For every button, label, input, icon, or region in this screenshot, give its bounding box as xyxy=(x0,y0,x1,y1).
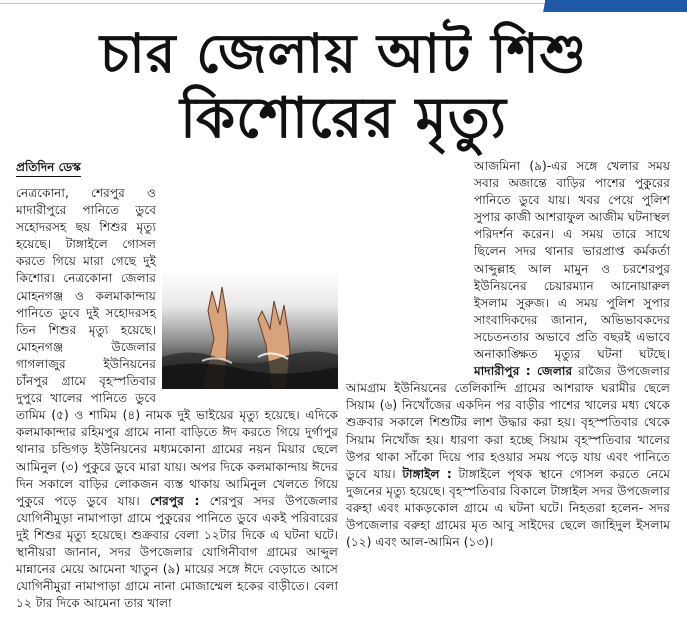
paragraph-text-tangail: টাঙ্গাইলে পৃথক স্থানে গোসল করতে নেমে দুজনের মৃত্যু হয়েছে। বৃহস্পতিবার বিকালে টাঙ্গাইল সদর উপজেলার বরুহা এবং মাকড়কোল গ্রামে এ ঘটনা ঘটে। নিহতরা হলেন- সদর উপজেলার বরুহা গ্রামের মৃত আবু সাইদের ছেলে জাহিদুল ইসলাম (১২) এবং আল-আমিন (১৩)। xyxy=(346,466,670,550)
article-paragraph xyxy=(16,185,338,612)
article-paragraph xyxy=(346,158,670,551)
section-label-madaripur: মাদারীপুর : জেলার xyxy=(474,364,573,379)
header-bar xyxy=(0,0,687,14)
brand-accent-band xyxy=(527,0,687,12)
headline-line-1: চার জেলায় আট শিশু xyxy=(99,22,588,85)
paragraph-text-madaripur: রাজৈর উপজেলার আমগ্রাম ইউনিয়নের তেলিকান্দি গ্রামের আশরাফ ঘরামীর ছেলে সিয়াম (৬) নিখোঁজের একদিন পর বাড়ীর পাশের খালের মধ্য থেকে শুক্রবার সকালে শিশুটির লাশ উদ্ধার করা হয়। বৃহস্পতিবার থেকে সিয়াম নিখোঁজ হয়। ধারণা করা হচ্ছে সিয়াম বৃহস্পতিবার খালের উপর থাকা সাঁকো দিয়ে পার হওয়ার সময় পড়ে যায় এবং পানিতে ডুবে যায়। xyxy=(346,364,671,481)
byline: প্রতিদিন ডেস্ক xyxy=(16,158,81,177)
drowning-hands-illustration xyxy=(162,271,338,389)
header-rule xyxy=(0,3,600,4)
article-right-column xyxy=(346,158,670,551)
section-label-sherpur: শেরপুর : xyxy=(150,493,200,508)
paragraph-text-sherpur: শেরপুর সদর উপজেলার যোগিনীমুড়া নামাপাড়া গ্রামে পুকুরের পানিতে ডুবে একই পরিবারের দুই শিশুর মৃত্যু হয়েছে। শুক্রবার বেলা ১২টার দিকে এ ঘটনা ঘটে। স্থানীয়রা জানান, সদর উপজেলার যোগিনীবাগ গ্রামের আব্দুল মান্নানের মেয়ে আমেনা খাতুন (৯) মায়ের সঙ্গে ঈদে বেড়াতে আসে যোগিনীমুরা নামাপাড়া গ্রামে নানা মোজাম্মেল হকের বাড়ীতে। বেলা ১২ টার দিকে আমেনা তার খালা xyxy=(16,493,338,611)
headline-line-2: কিশোরের মৃত্যু xyxy=(179,86,508,151)
paragraph-text-1: নেত্রকোনা, শেরপুর ও মাদারীপুরে পানিতে ডুবে সহোদরসহ ছয় শিশুর মৃত্যু হয়েছে। টাঙ্গাইলে গোসল করতে গিয়ে মারা গেছে দুই কিশোর। নেত্রকোনা জেলার মোহনগঞ্জ ও কলমাকান্দায় পানিতে ডুবে দুই সহোদরসহ তিন শিশুর মৃত্যু হয়েছে। মোহনগঞ্জ উজেলার গাগলাজুর ইউনিয়নের চাঁনপুর গ্রামে বৃহস্পতিবার দুপুরে খালের পানিতে ডুবে তামিম (৫) ও শামিম (৪) নামক দুই ভাইয়ের মৃত্যু হয়েছে। এদিকে কলমাকান্দার রহিমপুর গ্রামে নানা বাড়িতে ঈদ করতে গিয়ে দুর্গাপুর থানার চন্ডিগড় ইউনিয়নের মধ্যমকোনা গ্রামের নয়ন মিয়ার ছেলে আমিনুল (৩) পুকুরে ডুবে মারা যায়। অপর দিকে কলমাকান্দায় ঈদের দিন সকালে বাড়ির লোকজন ব্যস্ত থাকায় আমিনুল খেলতে গিয়ে পুকুরে পড়ে ডুবে যায়। xyxy=(16,186,338,508)
paragraph-text-right-1: আজমিনা (৯)-এর সঙ্গে খেলার সময় সবার অজান্তে বাড়ির পাশের পুকুরের পানিতে ডুবে যায়। খবর পেয়ে পুলিশ সুপার কাজী আশরাফুল আজীম ঘটনাস্থল পরিদর্শন করেন। এ সময় তারে সাথে ছিলেন সদর থানার ভারপ্রাপ্ত কর্মকর্তা আব্দুল্লাহ আল মামুন ও চরশেরপুর ইউনিয়নের চেয়ারম্যান আনোয়ারুল ইসলাম সুরুজ। এ সময় পুলিশ সুপার সাংবাদিকদের জানান, অভিভাবকদের সচেতনতার অভাবে প্রতি বছরই এভাবে অনাকাঙ্ক্ষিত মৃত্যুর ঘটনা ঘটছে। xyxy=(474,159,670,362)
drowning-hands-photo xyxy=(162,271,338,389)
section-label-tangail: টাঙ্গাইল : xyxy=(402,466,452,481)
article-left-column xyxy=(16,158,338,612)
